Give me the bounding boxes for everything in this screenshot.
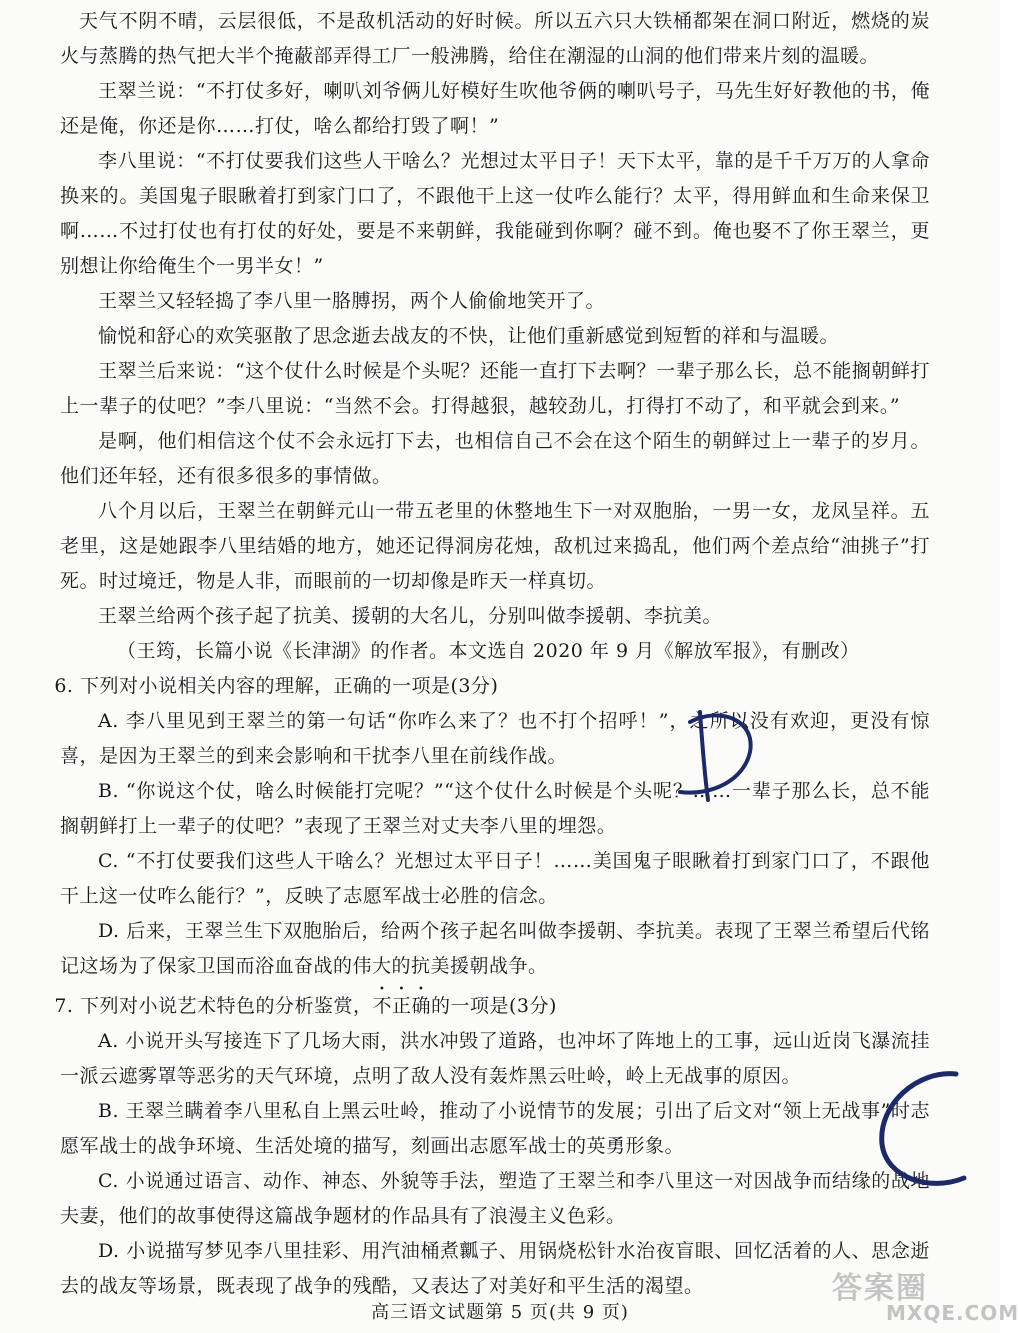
- question-7-option-c: C. 小说通过语言、动作、神态、外貌等手法，塑造了王翠兰和李八里这一对因战争而结缘的战地夫妻，他们的故事使得这篇战争题材的作品具有了浪漫主义色彩。: [60, 1170, 930, 1227]
- question-7-stem: [54, 984, 930, 1024]
- story-text: [54, 4, 930, 1304]
- question-7-option-a: A. 小说开头写接连下了几场大雨，洪水冲毁了道路，也冲坏了阵地上的工事，远山近岗飞瀑流挂一派云遮雾罩等恶劣的天气环境，点明了敌人没有轰炸黑云吐岭，岭上无战事的原因。: [60, 1030, 930, 1087]
- question-6-option-a: A. 李八里见到王翠兰的第一句话“你咋么来了？也不打个招呼！”，之所以没有欢迎，更没有惊喜，是因为王翠兰的到来会影响和干扰李八里在前线作战。: [60, 710, 930, 767]
- site-watermark: [826, 1261, 1019, 1327]
- paragraph-9: 王翠兰给两个孩子起了抗美、援朝的大名儿，分别叫做李援朝、李抗美。: [98, 605, 723, 627]
- watermark-en-text: MXQE.COM: [886, 1301, 1019, 1325]
- page-footer: 高三语文试题第 5 页(共 9 页): [371, 1302, 629, 1323]
- question-6-option-d: D. 后来，王翠兰生下双胞胎后，给两个孩子起名叫做李援朝、李抗美。表现了王翠兰希望后代铭记这场为了保家卫国而浴血奋战的伟大的抗美援朝战争。: [60, 920, 930, 977]
- paragraph-1: 天气不阴不晴，云层很低，不是敌机活动的好时候。所以五六只大铁桶都架在洞口附近，燃烧的炭火与蒸腾的热气把大半个掩蔽部弄得工厂一般沸腾，给住在潮湿的山洞的他们带来片刻的温暖。: [60, 10, 930, 67]
- question-7-stem-emphasis: 不正确: [372, 995, 431, 1017]
- paragraph-5: 愉悦和舒心的欢笑驱散了思念逝去战友的不快，让他们重新感觉到短暂的祥和与温暖。: [98, 325, 840, 347]
- question-6-stem: 6. 下列对小说相关内容的理解，正确的一项是(3分): [54, 675, 499, 697]
- source-note: （王筠，长篇小说《长津湖》的作者。本文选自 2020 年 9 月《解放军报》，有删改）: [117, 640, 860, 662]
- paragraph-6: 王翠兰后来说：“这个仗什么时候是个头呢？还能一直打下去啊？一辈子那么长，总不能搁朝鲜打上一辈子的仗吧？”李八里说：“当然不会。打得越狠，越较劲儿，打得打不动了，和平就会到来。”: [60, 360, 930, 417]
- paragraph-3: 李八里说：“不打仗要我们这些人干啥么？光想过太平日子！天下太平，靠的是千千万万的人拿命换来的。美国鬼子眼瞅着打到家门口了，不跟他干上这一仗咋么能行？太平，得用鲜血和生命来保卫啊……不过打仗也有打仗的好处，要是不来朝鲜，我能碰到你啊？碰不到。俺也娶不了你王翠兰，更别想让你给俺生个一男半女！”: [60, 150, 930, 277]
- question-7-option-b: B. 王翠兰瞒着李八里私自上黑云吐岭，推动了小说情节的发展；引出了后文对“领上无战事”时志愿军战士的战争环境、生活处境的描写，刻画出志愿军战士的英勇形象。: [60, 1100, 930, 1157]
- question-7-option-d: D. 小说描写梦见李八里挂彩、用汽油桶煮瓤子、用锅烧松针水治夜盲眼、回忆活着的人、思念逝去的战友等场景，既表现了战争的残酷，又表达了对美好和平生活的渴望。: [60, 1240, 930, 1297]
- watermark-cn-text: 答案圈: [832, 1271, 928, 1306]
- question-7-stem-after: 的一项是(3分): [431, 995, 557, 1017]
- paragraph-4: 王翠兰又轻轻捣了李八里一胳膊拐，两个人偷偷地笑开了。: [98, 290, 606, 312]
- paragraph-7: 是啊，他们相信这个仗不会永远打下去，也相信自己不会在这个陌生的朝鲜过上一辈子的岁月。他们还年轻，还有很多很多的事情做。: [60, 430, 930, 487]
- question-6-option-c: C. “不打仗要我们这些人干啥么？光想过太平日子！……美国鬼子眼瞅着打到家门口了，不跟他干上这一仗咋么能行？”，反映了志愿军战士必胜的信念。: [60, 850, 930, 907]
- paragraph-8: 八个月以后，王翠兰在朝鲜元山一带五老里的休整地生下一对双胞胎，一男一女，龙凤呈祥。五老里，这是她跟李八里结婚的地方，她还记得洞房花烛，敌机过来捣乱，他们两个差点给“油挑子”打死。时过境迁，物是人非，而眼前的一切却像是昨天一样真切。: [60, 500, 930, 592]
- paragraph-2: 王翠兰说：“不打仗多好，喇叭刘爷俩儿好模好生吹他爷俩的喇叭号子，马先生好好教他的书，俺还是俺，你还是你……打仗，啥么都给打毁了啊！”: [60, 80, 930, 137]
- question-6-option-b: B. “你说这个仗，啥么时候能打完呢？”“这个仗什么时候是个头呢？……一辈子那么长，总不能搁朝鲜打上一辈子的仗吧？”表现了王翠兰对丈夫李八里的埋怨。: [60, 780, 930, 837]
- question-7-stem-before: 7. 下列对小说艺术特色的分析鉴赏，: [54, 995, 373, 1017]
